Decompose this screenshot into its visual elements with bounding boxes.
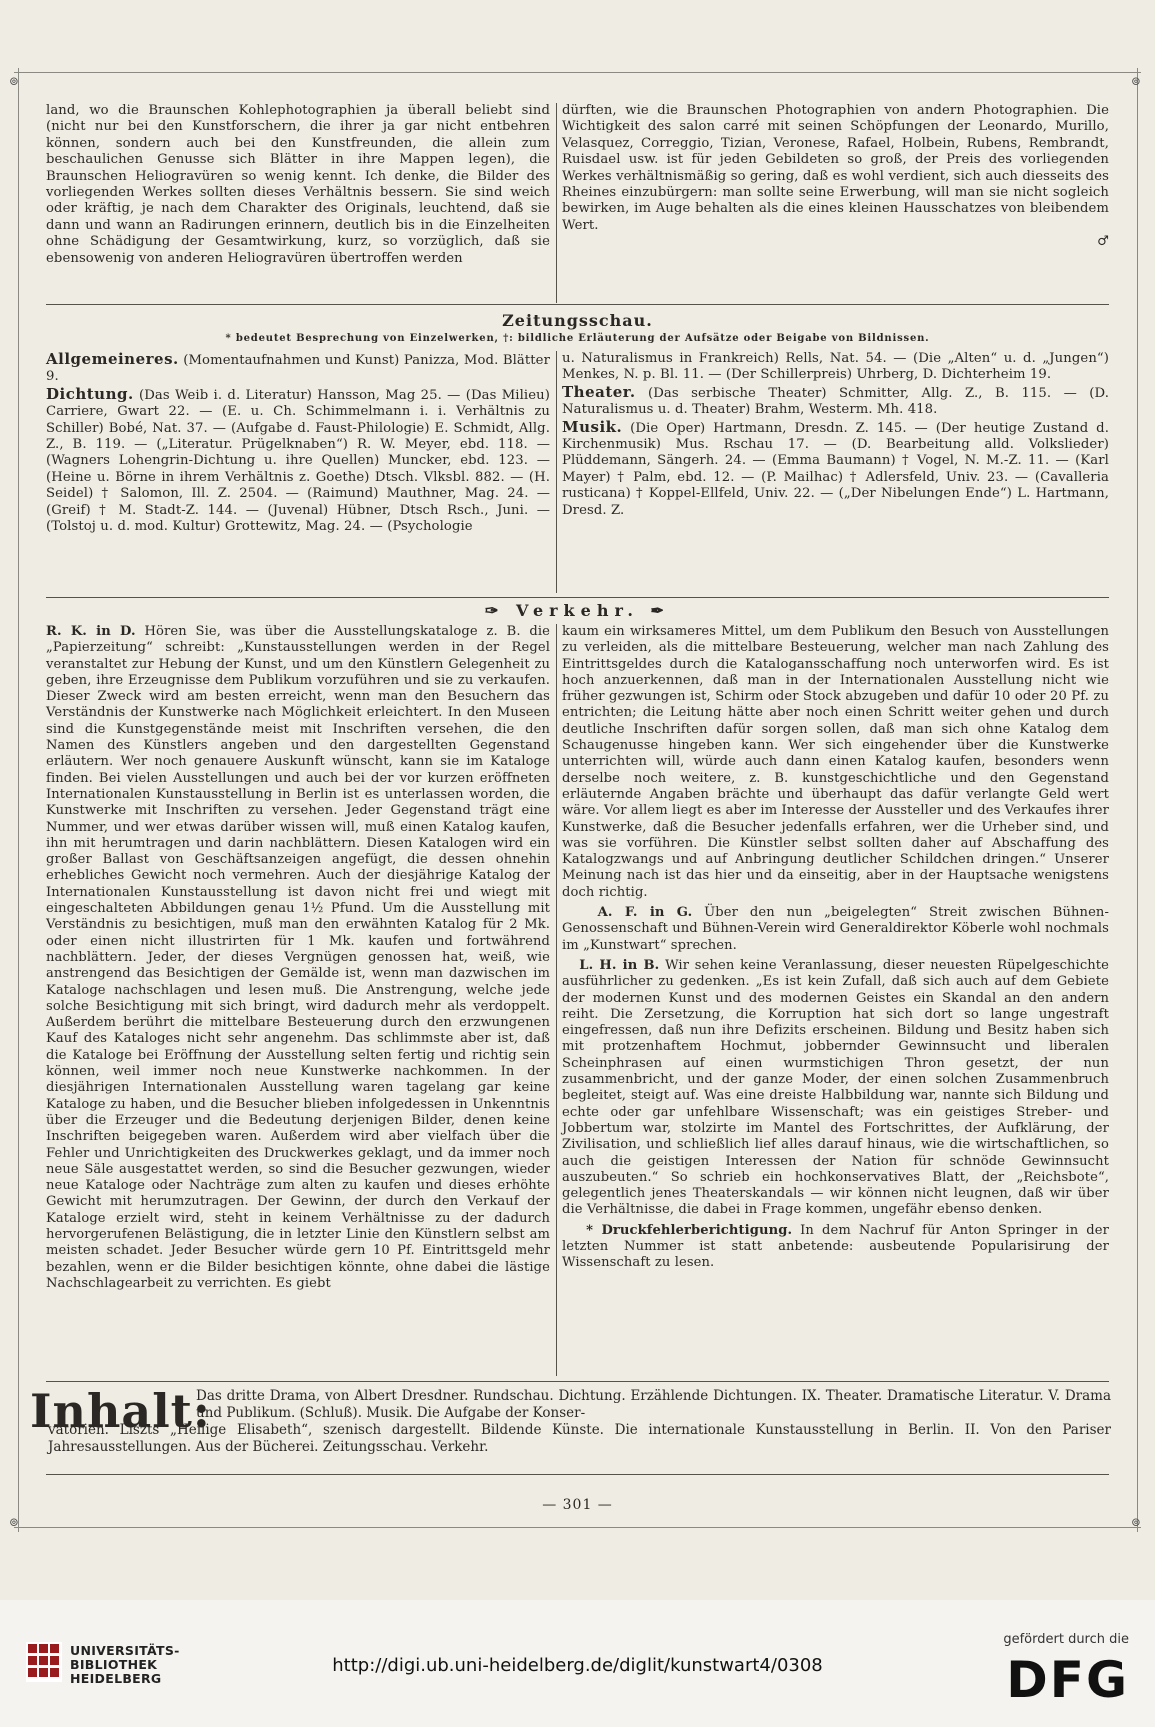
verkehr-entry [562,958,1109,1219]
inhalt-title: Inhalt: [30,1384,211,1438]
verkehr-addressee: A. F. in G. [597,905,693,921]
source-url-link[interactable]: http://digi.ub.uni-heidelberg.de/diglit/kunstwart4/0308 [332,1655,823,1676]
zeitungsschau-heading: Zeitungsschau. [502,311,653,330]
corner-ornament-bl: ⊚ [9,1515,20,1529]
zeitungsschau-divider [556,351,557,593]
top-left-column [46,103,550,267]
top-column-divider [556,103,557,303]
zs-entry-text: (Das serbische Theater) Schmitter, Allg. Z., B. 115. — (D. Naturalismus u. d. Theater) Brahm, Westerm. Mh. 418. [562,385,1109,418]
top-right-text [562,103,1109,234]
zs-entry [46,351,550,386]
zs-category-dichtung: Dichtung. [46,384,134,403]
zs-entry [562,419,1109,519]
top-right-paragraph: dürften, wie die Braunschen Photographien von andern Photographien. Die Wichtigkeit des salon carré mit seinen Schöpfungen der Leonardo, Murillo, Velasquez, Correggio, Tizian, Veronese, Rafael, Holbein, Rubens, Rembrandt, Ruisdael usw. ist für jeden Gebildeten so groß, der Preis des vorliegenden Werkes verhältnismäßig so gering, daß es wohl verdient, sich auch diesseits des Rheines einzubürgern: man sollte seine Erwerbung, will man sie nicht sogleich bewirken, im Auge behalten als die eines kleinen Hausschatzes von bleibendem Wert. [562,103,1109,233]
top-left-text: land, wo die Braunschen Kohlephotographien ja überall beliebt sind (nicht nur bei den Kunstforschern, die ihrer ja gar nicht entbehren können, sondern auch bei den Kunstfreunden, die allein zum beschaulichen Genusse sich Blätter in ihre Mappen legen), die Braunschen Heliogravüren so wenig kennt. Ich denke, die Bilder des vorliegenden Werkes sollten dieses Verhältnis bessern. Sie sind weich oder kräftig, je nach dem Charakter des Originals, leuchtend, daß sie dann und wann an Radirungen erinnern, deutlich bis in die Einzelheiten ohne Schädigung der Gesamtwirkung, kurz, so vorzüglich, daß sie ebensowenig von anderen Heliogravüren übertroffen werden [46,103,550,266]
rule-before-verkehr [46,597,1109,598]
verkehr-entry [562,905,1109,954]
verkehr-addressee: L. H. in B. [579,957,660,973]
zs-entry-text: u. Naturalismus in Frankreich) Rells, Nat. 54. — (Die „Alten“ u. d. „Jungen“) Menkes, N. p. Bl. 11. — (Der Schillerpreis) Uhrberg, D. Dichterheim 19. [562,351,1109,383]
top-right-column [562,103,1109,251]
zs-category-allgemeineres: Allgemeineres. [46,350,179,368]
verkehr-entry [562,624,1109,901]
verkehr-right-column [562,624,1109,1272]
page-number: — 301 — [542,1497,613,1513]
zeitungsschau-right-column [562,351,1109,519]
author-signature: ♂ [1097,234,1109,250]
zs-category-musik: Musik. [562,417,623,436]
verkehr-entry-text: Wir sehen keine Veranlassung, dieser neuesten Rüpelgeschichte ausführlicher zu gedenken. „Es ist kein Zufall, daß sich auch auf dem Gebiete der modernen Kunst und des modernen Geistes ein Skandal an den andern reiht. Die Zersetzung, die Korruption hat sich dort so lange ungestraft eingefressen, daß nun ihre Defizits erscheinen. Bildung und Besitz haben sich mit protzenhaftem Hochmut, jobbernder Gewinnsucht und liberalen Scheinphrasen auf einen wurmstichigen Thron gesetzt, der nun zusammenbricht, und der ganze Moder, der einen solchen Zusammenbruch begleitet, steigt auf. Was eine dreiste Halbbildung war, nannte sich Bildung und echte oder gar unfehlbare Wissenschaft; was ein geistiges Streber- und Jobbertum war, stolzirte im Mantel des Fortschrittes, der Aufklärung, der Zivilisation, und schließlich lief alles darauf hinaus, wie die wirtschaftlichen, so auch die geistigen Interessen der Nation für schnöde Gewinnsucht auszubeuten.“ So schrieb ein hochkonservatives Blatt, der „Reichsbote“, gelegentlich jenes Theaterskandals — wir können nicht leugnen, daß wir über die Verhältnisse, die dabei in Frage kommen, ungefähr ebenso denken. [562,957,1109,1218]
verkehr-entry [46,624,550,1292]
verkehr-entry-text: In dem Nachruf für Anton Springer in der letzten Nummer ist statt anbetende: ausbeutende Popularisirung der Wissenschaft zu lesen. [562,1222,1109,1271]
ub-line: HEIDELBERG [70,1671,162,1686]
druckfehler-heading: * Druckfehlerberichtigung. [586,1222,793,1238]
verkehr-left-column [46,624,550,1292]
zs-entry-text: (Die Oper) Hartmann, Dresdn. Z. 145. — (Der heutige Zustand d. Kirchenmusik) Mus. Rschau 17. — (D. Bearbeitung alld. Volkslieder) Plüddemann, Sängerh. 24. — (Emma Baumann) † Vogel, N. M.-Z. 11. — (Karl Mayer) † Palm, ebd. 12. — (P. Mailhac) † Adlersfeld, Univ. 23. — (Cavalleria rusticana) † Koppel-Ellfeld, Univ. 22. — („Der Nibelungen Ende“) L. Hartmann, Dresd. Z. [562,420,1109,518]
page-border-bottom [14,1527,1141,1528]
ub-line: UNIVERSITÄTS- [70,1643,180,1658]
inhalt-line-1: Das dritte Drama, von Albert Dresdner. Rundschau. Dichtung. Erzählende Dichtungen. IX. Theater. Dramatische Literatur. V. Drama und Publikum. (Schluß). Musik. Die Aufgabe der Konser- [196,1388,1111,1421]
page-border-left [18,68,19,1532]
ornament-right-icon: ✒ [638,601,670,620]
verkehr-entry-text: kaum ein wirksameres Mittel, um dem Publikum den Besuch von Ausstellungen zu verleiden, als die mittelbare Besteuerung, welcher man nach Zahlung des Eintrittsgeldes durch die Katalogansschaffung noch unterworfen wird. Es ist hoch anzuerkennen, daß man in der Internationalen Ausstellung nicht wie früher gezwungen ist, Schirm oder Stock abzugeben und dafür 10 oder 20 Pf. zu entrichten; die Leitung hätte aber noch einen Schritt weiter gehen und durch deutliche Inschriften dafür sorgen sollen, daß man sich ohne Katalog dem Schaugenusse hingeben kann. Wer sich eingehender über die Kunstwerke unterrichten will, würde auch dann einen Katalog kaufen, besonders wenn derselbe noch weitere, z. B. kunstgeschichtliche und den Gegenstand erläuternde Angaben brächte und überhaupt das dafür verlangte Geld wert wäre. Vor allem liegt es aber im Interesse der Aussteller und des Verkaufes ihrer Kunstwerke, daß die Besucher jedenfalls erfahren, wer die Urheber sind, und was sie vorführen. Die Künstler selbst sollten daher auf Abschaffung des Katalogzwangs und auf Anbringung deutlicher Schildchen dringen.“ Unserer Meinung nach ist das hier und da einseitig, aber in der Hauptsache wenigstens doch richtig. [562,624,1109,900]
page-border-right [1137,68,1138,1532]
dfg-logo: DFG [1006,1651,1129,1709]
verkehr-entry [562,1223,1109,1272]
verkehr-title-text: Verkehr. [516,601,639,620]
verkehr-entry-text: Über den nun „beigelegten“ Streit zwischen Bühnen-Genossenschaft und Bühnen-Verein wird Generaldirektor Köberle wohl nochmals im „Kunstwart“ sprechen. [562,905,1109,953]
zs-category-theater: Theater. [562,382,636,401]
inhalt-line-2: vatorien. Liszts „Heilige Elisabeth“, szenisch dargestellt. Bildende Künste. Die internationale Kunstausstellung in Berlin. II. Von den Pariser Jahresausstellungen. Aus der Bücherei. Zeitungsschau. Verkehr. [48,1422,1111,1455]
rule-before-inhalt [46,1381,1109,1382]
zs-entry-text: (Momentaufnahmen und Kunst) Panizza, Mod. Blätter 9. [46,353,550,385]
verkehr-heading [0,601,1155,620]
page-border-top [14,72,1141,73]
zeitungsschau-legend: * bedeutet Besprechung von Einzelwerken, †: bildliche Erläuterung der Aufsätze oder Beigabe von Bildnissen. [225,333,930,344]
zeitungsschau-left-column [46,351,550,535]
zs-entry [46,386,550,536]
verkehr-addressee: R. K. in D. [46,624,136,639]
zs-entry-text: (Das Weib i. d. Literatur) Hansson, Mag 25. — (Das Milieu) Carriere, Gwart 22. — (E. u. Ch. Schimmelmann i. i. Verhältnis zu Schiller) Bobé, Nat. 37. — (Aufgabe d. Faust-Philologie) E. Schmidt, Allg. Z., B. 119. — („Literatur. Prügelknaben“) R. W. Meyer, ebd. 118. — (Wagners Lohengrin-Dichtung u. ihre Quellen) Muncker, ebd. 123. — (Heine u. Börne in ihrem Verhältnis z. Goethe) Dtsch. Vlksbl. 882. — (H. Seidel) † Salomon, Ill. Z. 2504. — (Raimund) Mauthner, Mag. 24. — (Greif) † M. Stadt-Z. 144. — (Juvenal) Hübner, Dtsch Rsch., Juni. — (Tolstoj u. d. mod. Kultur) Grottewitz, Mag. 24. — (Psychologie [46,387,550,535]
rule-before-zeitungsschau [46,304,1109,305]
rule-before-pagenum [46,1474,1109,1475]
zs-entry [562,384,1109,419]
ub-line: BIBLIOTHEK [70,1657,158,1672]
ornament-left-icon: ✑ [485,601,516,620]
zs-entry [562,351,1109,384]
corner-ornament-tr: ⊚ [1131,74,1142,88]
verkehr-divider [556,624,557,1376]
corner-ornament-tl: ⊚ [9,74,20,88]
verkehr-entry-text: Hören Sie, was über die Ausstellungskataloge z. B. die „Papierzeitung“ schreibt: „Kunstausstellungen werden in der Regel veranstaltet zur Hebung der Kunst, und um den Künstlern Gelegenheit zu geben, ihre Erzeugnisse dem Publikum vorzuführen und sie zu verkaufen. Dieser Zweck wird am besten erreicht, wenn man den Besuchern das Verständnis der Kunstwerke nach Möglichkeit erleichtert. In den Museen sind die Kunstgegenstände meist mit Inschriften versehen, die den Namen des Künstlers angeben und den dargestellten Gegenstand erläutern. Wer noch genauere Auskunft wünscht, kann sie im Kataloge finden. Bei vielen Ausstellungen und auch bei der vor kurzen eröffneten Internationalen Kunstausstellung in Berlin ist es unterlassen worden, die Kunstwerke mit Inschriften zu versehen. Jeder Gegenstand trägt eine Nummer, und wer etwas darüber wissen will, muß einen Katalog kaufen, ihn mit herumtragen und darin nachblättern. Diesen Katalogen wird ein großer Ballast von Geschäftsanzeigen angefügt, die dessen ohnehin erhebliches Gewicht noch vermehren. Auch der diesjährige Katalog der Internationalen Kunstausstellung ist davon nicht frei und wiegt mit eingeschalteten Abbildungen genau 1½ Pfund. Um die Ausstellung mit Verständnis zu besichtigen, muß man den erwähnten Katalog für 2 Mk. oder einen nicht illustrirten für 1 Mk. kaufen und fortwährend nachblättern. Jeder, der dieses Vergnügen genossen hat, weiß, wie anstrengend das Besichtigen der Gemälde ist, wenn man dazwischen im Kataloge nachschlagen und lesen muß. Die Anstrengung, welche jede solche Besichtigung mit sich bringt, wird dadurch mehr als verdoppelt. Außerdem berührt die mittelbare Besteuerung durch den erzwungenen Kauf des Kataloges nicht sehr angenehm. Das schlimmste aber ist, daß die Kataloge bei Eröffnung der Ausstellung selten fertig und richtig sein können, weil immer noch neue Kunstwerke nachkommen. In der diesjährigen Internationalen Ausstellung waren tagelang gar keine Kataloge zu haben, und die Besucher blieben infolgedessen in Unkenntnis über die Erzeuger und die Bedeutung derjenigen Bilder, denen keine Inschriften beigegeben waren. Außerdem wird aber vielfach über die Fehler und Unrichtigkeiten des Druckwerkes geklagt, und da immer noch neue Säle ausgestattet werden, so sind die Besucher gezwungen, wieder neue Kataloge oder Nachträge zum alten zu kaufen und dieses erhöhte Gewicht mit herumzutragen. Der Gewinn, der durch den Verkauf der Kataloge erzielt wird, steht in keinem Verhältnisse zu der dadurch hervorgerufenen Belästigung, die in letzter Linie den Künstlern selbst am meisten schadet. Jeder Besucher würde gern 10 Pf. Eintrittsgeld mehr bezahlen, wenn er die Bilder besichtigen könnte, ohne dabei die lästige Nachschlagearbeit zu verrichten. Es giebt [46,624,550,1291]
funding-note: gefördert durch die [1003,1632,1129,1647]
corner-ornament-br: ⊚ [1131,1515,1142,1529]
